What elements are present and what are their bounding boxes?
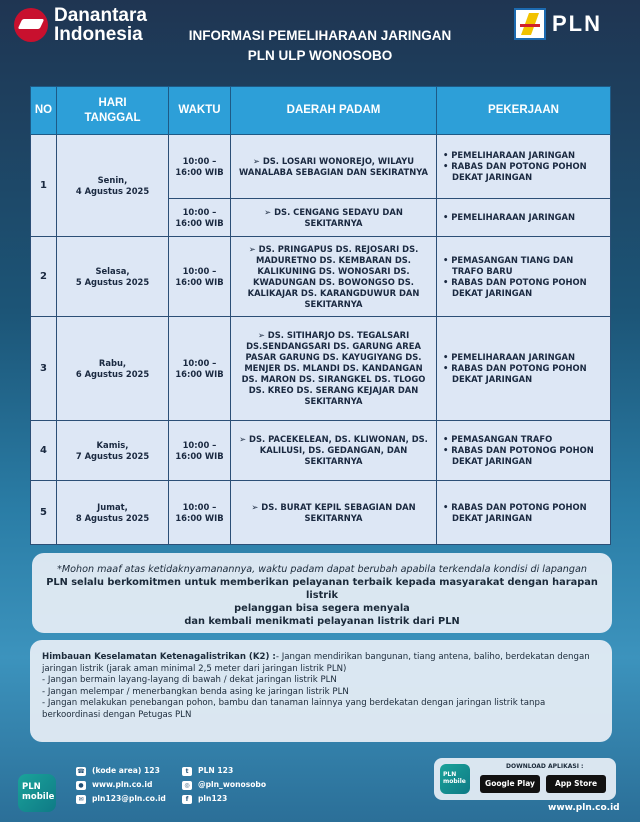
work-item: • RABAS DAN POTONG POHON DEKAT JARINGAN (443, 502, 604, 524)
notice-line: pelanggan bisa segera menyala (234, 603, 410, 614)
pln-mobile-icon (18, 774, 56, 812)
work-item: • PEMASANGAN TRAFO (443, 434, 604, 445)
contact-web[interactable] (76, 778, 166, 792)
contact-list (76, 764, 166, 806)
social-facebook[interactable] (182, 792, 266, 806)
row-day: Kamis, (96, 439, 129, 450)
row-no: 2 (31, 237, 57, 317)
danantara-line2: Indonesia (54, 24, 143, 45)
row-date (57, 237, 169, 317)
facebook-icon: f (182, 795, 192, 804)
row-date (57, 421, 169, 481)
row-no: 3 (31, 317, 57, 421)
row-date (57, 481, 169, 545)
row-date (57, 317, 169, 421)
notice-line: dan kembali menikmati pelayanan listrik dari PLN (184, 616, 460, 627)
app-icon-line1: PLN (443, 771, 457, 778)
row-work (437, 317, 611, 421)
email-text: pln123@pln.co.id (92, 794, 166, 803)
row-date-text: 6 Agustus 2025 (75, 368, 150, 379)
safety-item: - Jangan melempar / menerbangkan benda asing ke jaringan listrik PLN (42, 686, 349, 697)
row-date-text: 8 Agustus 2025 (75, 512, 150, 523)
app-icon-line2: mobile (443, 778, 466, 785)
social-twitter[interactable] (182, 764, 266, 778)
table-row (31, 481, 611, 545)
instagram-text: @pln_wonosobo (198, 780, 267, 789)
row-no: 4 (31, 421, 57, 481)
download-box (434, 758, 616, 800)
work-item: • RABAS DAN POTONOG POHON DEKAT JARINGAN (443, 445, 604, 467)
row-no: 5 (31, 481, 57, 545)
header-no: NO (31, 87, 57, 135)
work-item: • RABAS DAN POTONG POHON DEKAT JARINGAN (443, 161, 604, 183)
pln-text: PLN (552, 11, 602, 36)
table-row (31, 237, 611, 317)
safety-item: - Jangan melakukan penebangan pohon, bambu dan tanaman lainnya yang berdekatan dengan jaringan listrik tanpa berkoordinasi dengan Petugas PLN (42, 698, 546, 720)
row-day: Jumat, (97, 501, 128, 512)
danantara-line1: Danantara (54, 5, 147, 26)
work-item: • PEMELIHARAAN JARINGAN (443, 212, 604, 223)
contact-phone (76, 764, 166, 778)
safety-item: - Jangan bermain layang-layang di bawah / dekat jaringan listrik PLN (42, 675, 337, 685)
web-text: www.pln.co.id (92, 780, 153, 789)
row-date (57, 135, 169, 237)
facebook-text: pln123 (198, 794, 228, 803)
row-day: Senin, (97, 174, 128, 185)
work-item: • PEMELIHARAAN JARINGAN (443, 352, 604, 363)
notice-disclaimer: *Mohon maaf atas ketidaknyamanannya, waktu padam dapat berubah apabila terkendala kondisi di lapangan (57, 564, 587, 575)
download-label: DOWNLOAD APLIKASI : (506, 763, 584, 770)
phone-icon: ☎ (77, 767, 85, 775)
website-link[interactable]: www.pln.co.id (548, 803, 620, 813)
safety-item: - Jangan mendirikan bangunan, tiang antena, baliho, berdekatan dengan jaringan listrik (jarak aman minimal 2,5 meter dari jaringan listrik PLN) (42, 652, 590, 674)
footer (0, 748, 640, 822)
danantara-logo-icon (14, 8, 48, 42)
row-no: 1 (31, 135, 57, 237)
row-time: 10:00 – 16:00 WIB (169, 135, 231, 199)
row-date-text: 5 Agustus 2025 (75, 276, 150, 287)
table-header-row (31, 87, 611, 135)
pln-logo (514, 8, 602, 40)
table-row (31, 421, 611, 481)
safety-heading: Himbauan Keselamatan Ketenagalistrikan (K2) : (42, 652, 276, 662)
header-date: HARI TANGGAL (57, 87, 169, 135)
globe-icon: ● (76, 781, 86, 790)
pln-mobile-line2: mobile (22, 792, 55, 802)
title-line2: PLN ULP WONOSOBO (247, 48, 393, 63)
row-work (437, 421, 611, 481)
row-area: ➢ DS. SITIHARJO DS. TEGALSARI DS.SENDANGSARI DS. GARUNG AREA PASAR GARUNG DS. KAYUGIYANG DS. MENJER DS. MLANDI DS. KANDANGAN DS. MARON DS. SIRANGKEL DS. TLOGO DS. KREO DS. SERANG KEJAJAR DAN SEKITARNYA (231, 317, 437, 421)
row-time: 10:00 – 16:00 WIB (169, 199, 231, 237)
row-area: ➢ DS. CENGANG SEDAYU DAN SEKITARNYA (231, 199, 437, 237)
phone-text: (kode area) 123 (92, 766, 160, 775)
work-item: • RABAS DAN POTONG POHON DEKAT JARINGAN (443, 363, 604, 385)
google-play-button[interactable]: Google Play (480, 775, 540, 793)
danantara-logo (14, 6, 147, 44)
contact-email[interactable] (76, 792, 166, 806)
row-work (437, 481, 611, 545)
header-work: PEKERJAAN (437, 87, 611, 135)
row-time: 10:00 – 16:00 WIB (169, 317, 231, 421)
row-area: ➢ DS. PACEKELEAN, DS. KLIWONAN, DS. KALILUSI, DS. GEDANGAN, DAN SEKITARNYA (231, 421, 437, 481)
notice-line: PLN selalu berkomitmen untuk memberikan pelayanan terbaik kepada masyarakat dengan harapan listrik (46, 577, 598, 601)
row-date-text: 7 Agustus 2025 (75, 450, 150, 461)
row-time: 10:00 – 16:00 WIB (169, 237, 231, 317)
email-icon: ✉ (76, 795, 86, 804)
row-area: ➢ DS. LOSARI WONOREJO, WILAYU WANALABA SEBAGIAN DAN SEKIRATNYA (231, 135, 437, 199)
row-time: 10:00 – 16:00 WIB (169, 421, 231, 481)
work-item: • PEMASANGAN TIANG DAN TRAFO BARU (443, 255, 604, 277)
notice-box (32, 553, 612, 633)
table-row (31, 317, 611, 421)
row-time: 10:00 – 16:00 WIB (169, 481, 231, 545)
twitter-text: PLN 123 (198, 766, 234, 775)
row-date-text: 4 Agustus 2025 (75, 185, 150, 196)
app-store-button[interactable]: App Store (546, 775, 606, 793)
row-area: ➢ DS. BURAT KEPIL SEBAGIAN DAN SEKITARNYA (231, 481, 437, 545)
safety-first-line (42, 652, 602, 675)
row-work (437, 199, 611, 237)
header (0, 0, 640, 82)
safety-box (30, 640, 612, 742)
row-area: ➢ DS. PRINGAPUS DS. REJOSARI DS. MADURETNO DS. KEMBARAN DS. KALIKUNING DS. WONOSARI DS. KWADUNGAN DS. BOWONGSO DS. KALIKAJAR DS. KARANGDUWUR DAN SEKITARNYA (231, 237, 437, 317)
work-item: • PEMELIHARAAN JARINGAN (443, 150, 604, 161)
pln-mobile-line1: PLN (22, 782, 41, 792)
social-list (182, 764, 266, 806)
pln-logo-icon (514, 8, 546, 40)
pln-mobile-app-icon (440, 764, 470, 794)
header-time: WAKTU (169, 87, 231, 135)
header-area: DAERAH PADAM (231, 87, 437, 135)
table-row (31, 135, 611, 199)
row-work (437, 237, 611, 317)
work-item: • RABAS DAN POTONG POHON DEKAT JARINGAN (443, 277, 604, 299)
title-line1: INFORMASI PEMELIHARAAN JARINGAN (188, 28, 452, 43)
row-work (437, 135, 611, 199)
schedule-table (30, 86, 611, 545)
instagram-icon: ◎ (182, 781, 192, 790)
social-instagram[interactable] (182, 778, 266, 792)
row-day: Selasa, (95, 265, 130, 276)
twitter-icon: t (182, 767, 192, 776)
row-day: Rabu, (98, 357, 127, 368)
page-title (150, 26, 490, 66)
